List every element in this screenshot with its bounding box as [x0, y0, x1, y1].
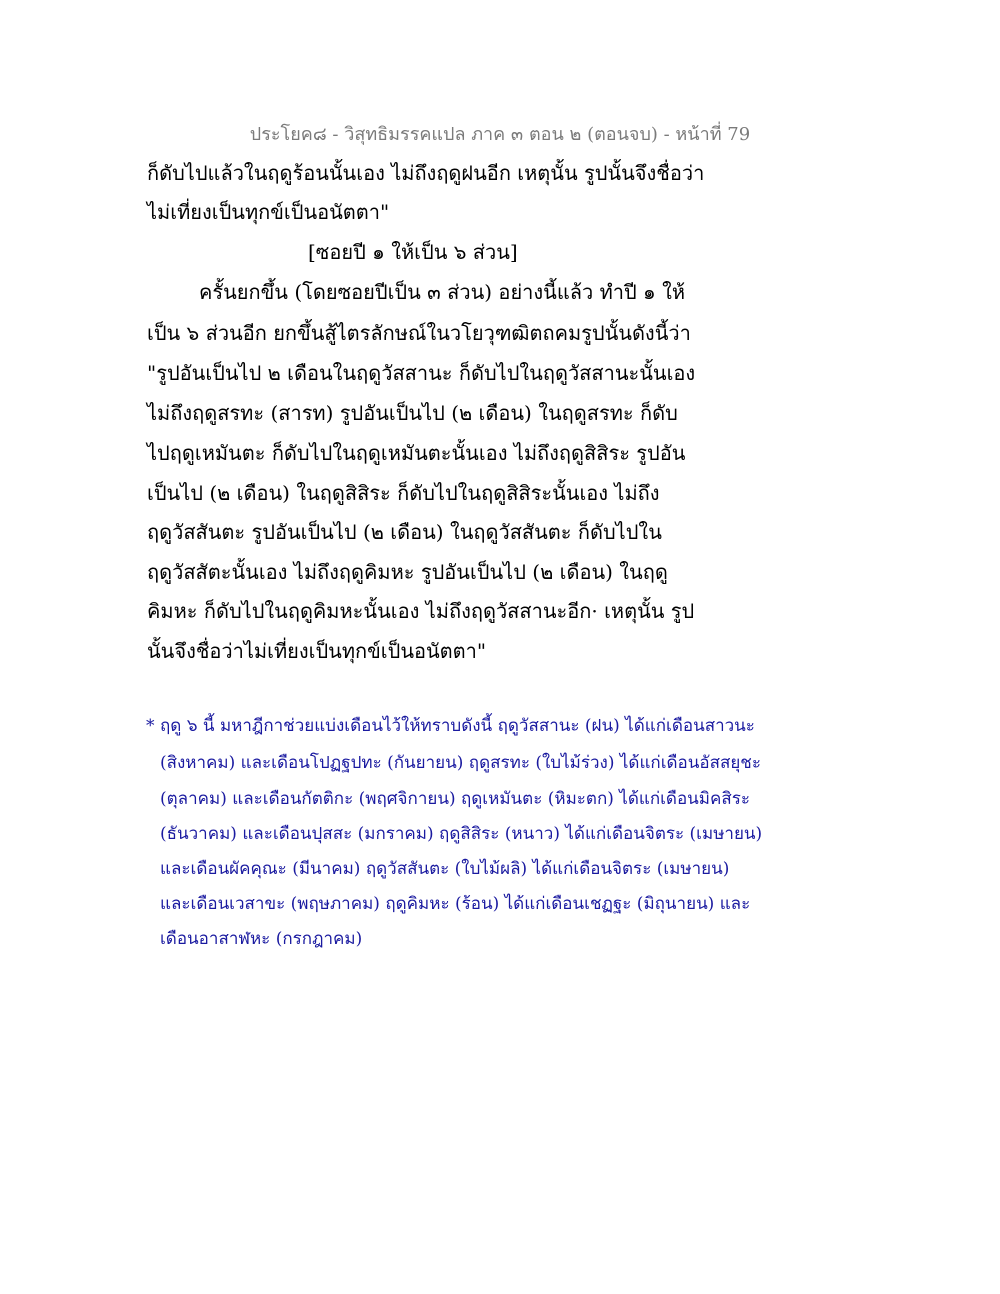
- running-header: ประโยค๘ - วิสุทธิมรรคแปล ภาค ๓ ตอน ๒ (ตอนจบ) - หน้าที่ 79: [249, 124, 751, 145]
- section-heading: [ซอยปี ๑ ให้เป็น ๖ ส่วน]: [308, 240, 518, 264]
- body-line: ฤดูวัสสันตะ รูปอันเป็นไป (๒ เดือน) ในฤดูวัสสันตะ ก็ดับไปใน: [147, 520, 662, 544]
- body-line: ไม่เที่ยงเป็นทุกข์เป็นอนัตตา": [147, 200, 390, 224]
- body-line: นั้นจึงชื่อว่าไม่เที่ยงเป็นทุกข์เป็นอนัตตา": [147, 639, 487, 663]
- footnote-line: (ตุลาคม) และเดือนกัตติกะ (พฤศจิกายน) ฤดูเหมันตะ (หิมะตก) ได้แก่เดือนมิคสิระ: [160, 789, 751, 809]
- footnote-line: ฤดู ๖ นี้ มหาฎีกาช่วยแบ่งเดือนไว้ให้ทราบดังนี้ ฤดูวัสสานะ (ฝน) ได้แก่เดือนสาวนะ: [160, 716, 755, 736]
- footnote-line: และเดือนผัคคุณะ (มีนาคม) ฤดูวัสสันตะ (ใบไม้ผลิ) ได้แก่เดือนจิตระ (เมษายน): [160, 859, 730, 879]
- body-line: คิมหะ ก็ดับไปในฤดูคิมหะนั้นเอง ไม่ถึงฤดูวัสสานะอีก· เหตุนั้น รูป: [147, 599, 695, 623]
- body-line: ก็ดับไปแล้วในฤดูร้อนนั้นเอง ไม่ถึงฤดูฝนอีก เหตุนั้น รูปนั้นจึงชื่อว่า: [147, 161, 705, 185]
- footnote-marker: *: [146, 716, 155, 736]
- footnote-line: (สิงหาคม) และเดือนโปฏฐปทะ (กันยายน) ฤดูสรทะ (ใบไม้ร่วง) ได้แก่เดือนอัสสยุชะ: [160, 753, 761, 773]
- body-line: ไปฤดูเหมันตะ ก็ดับไปในฤดูเหมันตะนั้นเอง ไม่ถึงฤดูสิสิระ รูปอัน: [147, 441, 686, 465]
- footnote-line: เดือนอาสาฬหะ (กรกฎาคม): [160, 929, 363, 949]
- body-line: เป็น ๖ ส่วนอีก ยกขึ้นสู้ไตรลักษณ์ในวโยวุฑฒิตถคมรูปนั้นดังนี้ว่า: [147, 321, 691, 345]
- body-line: ไม่ถึงฤดูสรทะ (สารท) รูปอันเป็นไป (๒ เดือน) ในฤดูสรทะ ก็ดับ: [147, 401, 678, 425]
- body-line: เป็นไป (๒ เดือน) ในฤดูสิสิระ ก็ดับไปในฤดูสิสิระนั้นเอง ไม่ถึง: [147, 481, 660, 505]
- body-line: ครั้นยกขึ้น (โดยซอยปีเป็น ๓ ส่วน) อย่างนี้แล้ว ทำปี ๑ ให้: [199, 280, 686, 304]
- footnote-line: (ธันวาคม) และเดือนปุสสะ (มกราคม) ฤดูสิสิระ (หนาว) ได้แก่เดือนจิตระ (เมษายน): [160, 824, 763, 844]
- body-line: "รูปอันเป็นไป ๒ เดือนในฤดูวัสสานะ ก็ดับไปในฤดูวัสสานะนั้นเอง: [147, 361, 696, 385]
- body-line: ฤดูวัสสัตะนั้นเอง ไม่ถึงฤดูคิมหะ รูปอันเป็นไป (๒ เดือน) ในฤดู: [147, 560, 668, 584]
- footnote-line: และเดือนเวสาขะ (พฤษภาคม) ฤดูคิมหะ (ร้อน) ได้แก่เดือนเชฏฐะ (มิถุนายน) และ: [160, 894, 751, 914]
